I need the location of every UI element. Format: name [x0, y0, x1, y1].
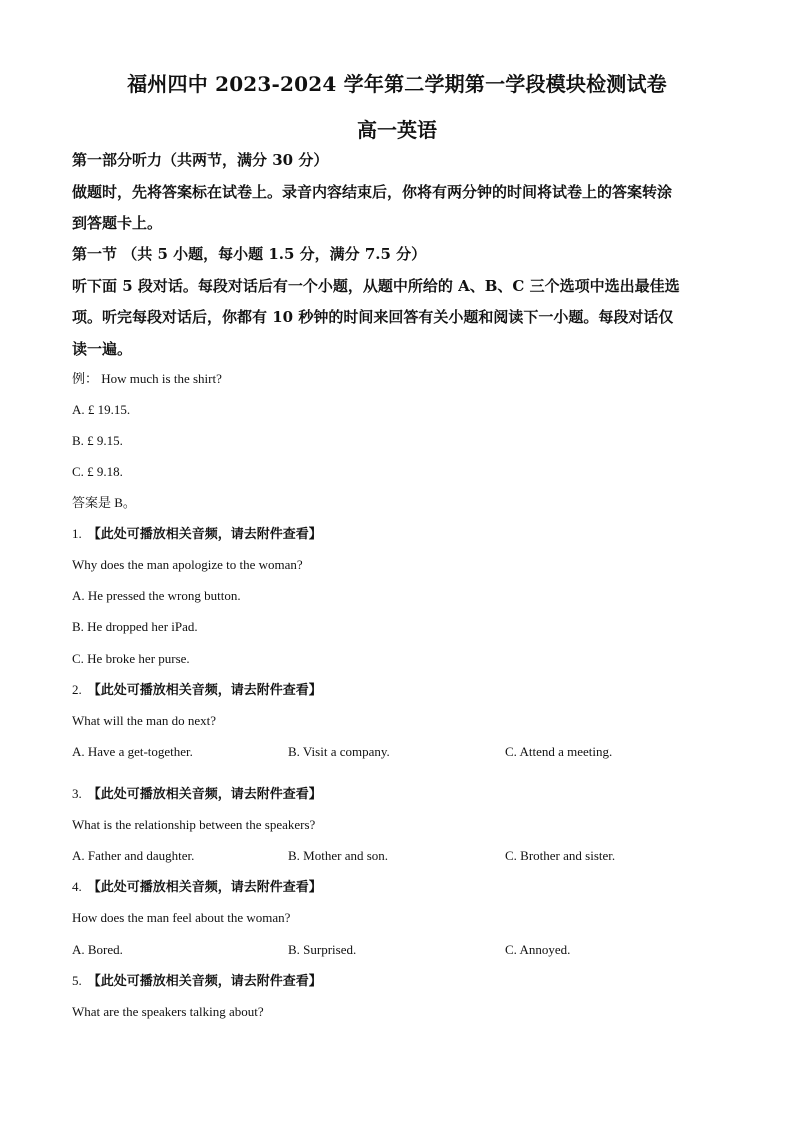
question-4-option-b: B. Surprised. [288, 942, 357, 957]
example-option-a: A. £ 19.15. [72, 402, 131, 417]
part1-heading: 第一部分听力（共两节，满分 30 分） [72, 151, 329, 169]
question-5-text: What are the speakers talking about? [72, 1004, 264, 1019]
exam-title: 福州四中 2023-2024 学年第二学期第一学段模块检测试卷 [127, 72, 667, 96]
example-option-c: C. £ 9.18. [72, 464, 123, 479]
audio-note: 【此处可播放相关音频，请去附件查看】 [87, 880, 322, 895]
question-3-options [72, 847, 722, 865]
question-1-header [72, 525, 322, 544]
example-answer: 答案是 B。 [72, 495, 136, 510]
question-4-text: How does the man feel about the woman? [72, 910, 291, 925]
question-1-option-a: A. He pressed the wrong button. [72, 588, 241, 603]
question-number: 5. [72, 973, 82, 988]
question-2-options [72, 743, 722, 761]
question-4-option-a: A. Bored. [72, 942, 123, 957]
question-number: 3. [72, 786, 82, 801]
part1-instructions-line1: 做题时，先将答案标在试卷上。录音内容结束后，你将有两分钟的时间将试卷上的答案转涂 [72, 183, 673, 201]
section1-heading: 第一节 （共 5 小题，每小题 1.5 分，满分 7.5 分） [72, 245, 427, 263]
question-2-option-a: A. Have a get-together. [72, 744, 193, 759]
question-4-header [72, 878, 322, 897]
section1-instructions-line3: 读一遍。 [72, 340, 133, 358]
audio-note: 【此处可播放相关音频，请去附件查看】 [87, 974, 322, 989]
question-3-text: What is the relationship between the speakers? [72, 817, 316, 832]
question-3-option-b: B. Mother and son. [288, 848, 389, 863]
question-2-option-b: B. Visit a company. [288, 744, 390, 759]
question-2-option-c: C. Attend a meeting. [505, 744, 613, 759]
section1-instructions-line2: 项。听完每段对话后，你都有 10 秒钟的时间来回答有关小题和阅读下一小题。每段对话仅 [72, 308, 674, 326]
audio-note: 【此处可播放相关音频，请去附件查看】 [87, 787, 322, 802]
question-2-header [72, 681, 322, 700]
question-3-option-a: A. Father and daughter. [72, 848, 195, 863]
question-1-text: Why does the man apologize to the woman? [72, 557, 303, 572]
question-3-option-c: C. Brother and sister. [505, 848, 616, 863]
question-1-option-c: C. He broke her purse. [72, 651, 190, 666]
example-prompt: 例： How much is the shirt? [72, 371, 222, 386]
audio-note: 【此处可播放相关音频，请去附件查看】 [87, 527, 322, 542]
part1-instructions-line2: 到答题卡上。 [72, 214, 163, 232]
question-number: 4. [72, 879, 82, 894]
question-4-options [72, 941, 722, 959]
question-2-text: What will the man do next? [72, 713, 217, 728]
question-4-option-c: C. Annoyed. [505, 942, 571, 957]
exam-subtitle: 高一英语 [357, 118, 437, 142]
example-option-b: B. £ 9.15. [72, 433, 123, 448]
question-number: 1. [72, 526, 82, 541]
question-3-header [72, 785, 322, 804]
question-5-header [72, 972, 322, 991]
section1-instructions-line1: 听下面 5 段对话。每段对话后有一个小题，从题中所给的 A、B、C 三个选项中选出最佳选 [72, 277, 680, 295]
question-1-option-b: B. He dropped her iPad. [72, 619, 198, 634]
question-number: 2. [72, 682, 82, 697]
audio-note: 【此处可播放相关音频，请去附件查看】 [87, 683, 322, 698]
